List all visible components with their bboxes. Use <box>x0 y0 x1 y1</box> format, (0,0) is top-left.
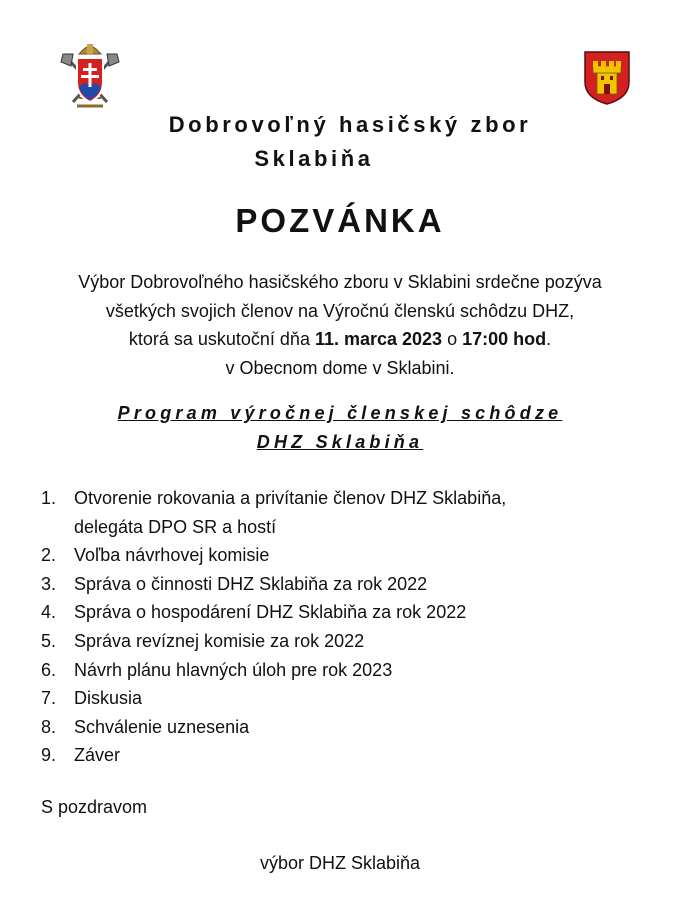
program-heading <box>0 399 680 457</box>
agenda-item-text <box>74 598 466 627</box>
program-heading-line1: Program výročnej členskej schôdze <box>117 403 563 423</box>
signature: výbor DHZ Sklabiňa <box>259 853 421 873</box>
greeting: S pozdravom <box>41 797 148 817</box>
agenda-item <box>41 684 506 713</box>
agenda-item-line: Záver <box>74 745 121 766</box>
agenda-item-number: 9. <box>41 745 57 766</box>
agenda-item-number: 1. <box>41 488 57 508</box>
meeting-date: 11. marca 2023 <box>314 329 443 349</box>
page-title: POZVÁNKA <box>235 202 445 239</box>
agenda-item-number: 8. <box>41 716 57 737</box>
agenda-item-line: Voľba návrhovej komisie <box>74 545 270 566</box>
agenda-item-text <box>74 741 120 770</box>
agenda-item-number: 5. <box>41 630 57 651</box>
agenda-item <box>41 741 506 770</box>
agenda-item-line: Otvorenie rokovania a privítanie členov DHZ Sklabiňa, <box>74 488 507 508</box>
agenda-item <box>41 541 506 570</box>
agenda-item-number: 6. <box>41 659 57 680</box>
village-coat-of-arms-icon <box>583 50 631 106</box>
intro-line-venue: v Obecnom dome v Sklabini. <box>225 357 455 378</box>
agenda-item-text <box>74 713 249 742</box>
firefighter-emblem-icon <box>57 40 123 112</box>
agenda-item-line: Správa o hospodárení DHZ Sklabiňa za rok 2022 <box>74 602 467 623</box>
org-name-line2: Sklabiňa <box>254 146 374 171</box>
agenda-item-line: Správa o činnosti DHZ Sklabiňa za rok 2022 <box>74 573 428 594</box>
agenda-item-line: delegáta DPO SR a hostí <box>74 516 277 537</box>
agenda-item-text <box>74 627 364 656</box>
agenda-item-number: 3. <box>41 573 57 594</box>
agenda-item-line: Návrh plánu hlavných úloh pre rok 2023 <box>74 659 393 680</box>
org-name-line1: Dobrovoľný hasičský zbor <box>168 112 532 137</box>
agenda-item <box>41 484 506 541</box>
agenda-item-text <box>74 656 392 685</box>
agenda-item-text <box>74 570 427 599</box>
agenda-item-text <box>74 541 269 570</box>
invitation-text <box>0 268 680 382</box>
agenda-item <box>41 713 506 742</box>
agenda-item <box>41 598 506 627</box>
agenda-item-number: 7. <box>41 688 57 709</box>
agenda-item <box>41 656 506 685</box>
agenda-item <box>41 570 506 599</box>
agenda-item-text <box>74 484 506 541</box>
agenda-item-line: Diskusia <box>74 688 143 709</box>
intro-line-date: ktorá sa uskutoční dňa 11. marca 2023 o 17:00 hod. <box>128 329 552 349</box>
program-heading-line2: DHZ Sklabiňa <box>256 432 424 452</box>
agenda-list <box>41 484 506 770</box>
agenda-item-line: Správa revíznej komisie za rok 2022 <box>74 630 365 651</box>
intro-line: Výbor Dobrovoľného hasičského zboru v Sklabini srdečne pozýva <box>78 272 602 292</box>
intro-line: všetkých svojich členov na Výročnú členskú schôdzu DHZ, <box>105 300 575 321</box>
agenda-item-text <box>74 684 142 713</box>
agenda-item-number: 2. <box>41 545 57 566</box>
agenda-item-line: Schválenie uznesenia <box>74 716 250 737</box>
agenda-item <box>41 627 506 656</box>
agenda-item-number: 4. <box>41 602 57 623</box>
meeting-time: 17:00 hod <box>462 329 547 349</box>
